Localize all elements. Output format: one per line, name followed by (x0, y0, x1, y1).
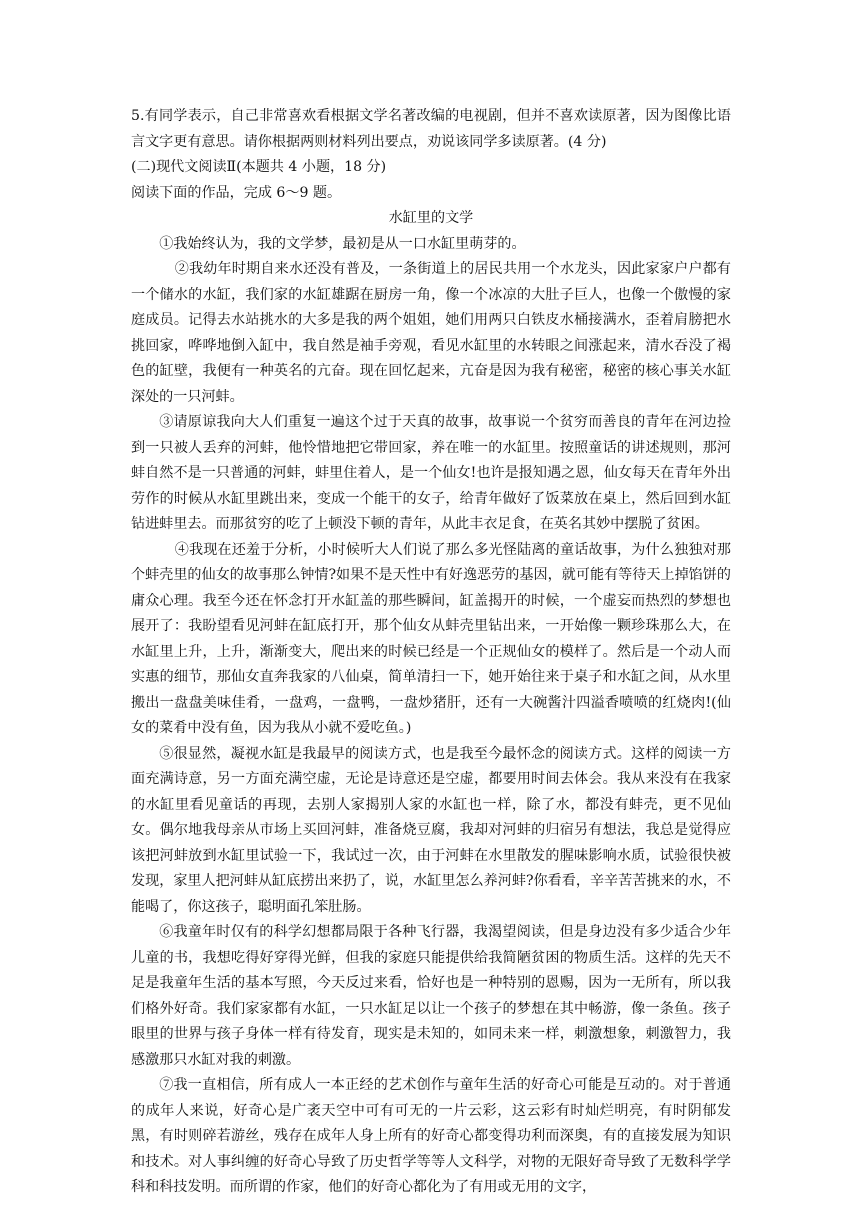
article-paragraph-3: ③请原谅我向大人们重复一遍这个过于天真的故事，故事说一个贫穷而善良的青年在河边捡到一只被人丢弃的河蚌，他怜惜地把它带回家，养在唯一的水缸里。按照童话的讲述规则，那河蚌自然不是一只普通的河蚌，蚌里住着人，是一个仙女!也许是报知遇之恩，仙女每天在青年外出劳作的时候从水缸里跳出来，变成一个能干的女子，给青年做好了饭菜放在桌上，然后回到水缸钻进蚌里去。而那贫穷的吃了上顿没下顿的青年，从此丰衣足食，在英名其妙中摆脱了贫困。 (131, 414, 731, 532)
article-paragraph-7: ⑦我一直相信，所有成人一本正经的艺术创作与童年生活的好奇心可能是互动的。对于普通的成年人来说，好奇心是广袤天空中可有可无的一片云彩，这云彩有时灿烂明亮，有时阴郁发黑，有时则碎若游丝，残存在成年人身上所有的好奇心都变得功利而深奥，有的直接发展为知识和技术。对人事纠缠的好奇心导致了历史哲学等等人文科学，对物的无限好奇导致了无数科学学科和科技发明。而所谓的作家，他们的好奇心都化为了有用或无用的文字， (131, 1077, 731, 1195)
article-paragraph-1: ①我始终认为，我的文学梦，最初是从一口水缸里萌芽的。 (159, 235, 526, 252)
reading-instruction: 阅读下面的作品，完成 6～9 题。 (131, 184, 342, 201)
section-heading: (二)现代文阅读Ⅱ(本题共 4 小题，18 分) (131, 159, 387, 175)
article-paragraph-6: ⑥我童年时仅有的科学幻想都局限于各种飞行器，我渴望阅读，但是身边没有多少适合少年儿童的书，我想吃得好穿得光鲜，但我的家庭只能提供给我简陋贫困的物质生活。这样的先天不足是我童年生活的基本写照，今天反过来看，恰好也是一种特别的恩赐，因为一无所有，所以我们格外好奇。我们家家都有水缸，一只水缸足以让一个孩子的梦想在其中畅游，像一条鱼。孩子眼里的世界与孩子身体一样有待发育，现实是未知的，如同未来一样，刺激想象，刺激智力，我感激那只水缸对我的刺激。 (131, 924, 731, 1068)
article-paragraph-4: ④我现在还羞于分析，小时候听大人们说了那么多光怪陆离的童话故事，为什么独独对那个蚌壳里的仙女的故事那么钟情?如果不是天性中有好逸恶劳的基因，就可能有等待天上掉馅饼的庸众心理。我至今还在怀念打开水缸盖的那些瞬间，缸盖揭开的时候，一个虚妄而热烈的梦想也展开了：我盼望看见河蚌在缸底打开，那个仙女从蚌壳里钻出来，一开始像一颗珍珠那么大，在水缸里上升，上升，渐渐变大，爬出来的时候已经是一个正规仙女的模样了。然后是一个动人而实惠的细节，那仙女直奔我家的八仙桌，简单清扫一下，她开始往来于桌子和水缸之间，从水里搬出一盘盘美味佳肴，一盘鸡，一盘鸭，一盘炒猪肝，还有一大碗酱汁四溢香喷喷的红烧肉!(仙女的菜肴中没有鱼，因为我从小就不爱吃鱼。) (131, 541, 731, 736)
article-paragraph-2: ②我幼年时期自来水还没有普及，一条街道上的居民共用一个水龙头，因此家家户户都有一个储水的水缸，我们家的水缸雄踞在厨房一角，像一个冰凉的大肚子巨人，也像一个傲慢的家庭成员。记得去水站挑水的大多是我的两个姐姐，她们用两只白铁皮水桶接满水，歪着肩膀把水挑回家，哗哗地倒入缸中，我自然是袖手旁观，看见水缸里的水转眼之间涨起来，清水吞没了褐色的缸壁，我便有一种英名的亢奋。现在回忆起来，亢奋是因为我有秘密，秘密的核心事关水缸深处的一只河蚌。 (131, 261, 731, 405)
question-5: 5.有同学表示，自己非常喜欢看根据文学名著改编的电视剧，但并不喜欢读原著，因为图像比语言文字更有意思。请你根据两则材料列出要点，劝说该同学多读原著。(4 分) (131, 108, 731, 150)
document-page (131, 104, 731, 1201)
article-title: 水缸里的文学 (388, 210, 474, 226)
article-paragraph-5: ⑤很显然，凝视水缸是我最早的阅读方式，也是我至今最怀念的阅读方式。这样的阅读一方面充满诗意，另一方面充满空虚，无论是诗意还是空虚，都要用时间去体会。我从来没有在我家的水缸里看见童话的再现，去别人家揭别人家的水缸也一样，除了水，都没有蚌壳，更不见仙女。偶尔地我母亲从市场上买回河蚌，准备烧豆腐，我却对河蚌的归宿另有想法，我总是觉得应该把河蚌放到水缸里试验一下，我试过一次，由于河蚌在水里散发的腥味影响水质，试验很快被发现，家里人把河蚌从缸底捞出来扔了，说，水缸里怎么养河蚌?你看看，辛辛苦苦挑来的水，不能喝了，你这孩子，聪明面孔笨肚肠。 (131, 745, 731, 915)
